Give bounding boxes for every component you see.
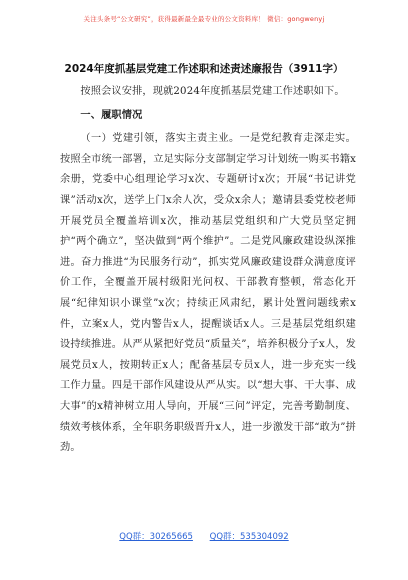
section-heading: 一、履职情况 xyxy=(80,109,143,121)
header-banner: 关注头条号“公文研究”，获得最新最全最专业的公文资料库！ 微信：gongwenyj xyxy=(83,15,325,23)
qq-group-1[interactable]: QQ群：30265665 xyxy=(119,532,193,542)
document-body xyxy=(60,82,356,459)
body-paragraph: （一）党建引领，落实主责主业。一是党纪教育走深走实。按照全市统一部署，立足实际分支部制定学习计划统一购买书籍x余册，党委中心组理论学习x次、专题研讨x次；开展“书记讲党课”活动x次，送学上门x余人次，受众x余人；邀请县委党校老师开展党员全覆盖培训x次，推动基层党组织和广大党员坚定拥护“两个确立”，坚决做到“两个维护”。二是党风廉政建设纵深推进。奋力推进“为民服务行动”，抓实党风廉政建设群众满意度评价工作，全覆盖开展村级阳光问权、干部教育整顿，常态化开展“纪律知识小课堂”x次；持续正风肃纪，累计处置问题线索x件，立案x人，党内警告x人，提醒谈话x人。三是基层党组织建设持续推进。从严从紧把好党员“质量关”，培养积极分子x人，发展党员x人，按期转正x人；配备基层专员x人，进一步充实一线工作力量。四是干部作风建设从严从实。以“想大事、干大事、成大事”的x精神树立用人导向，开展“三问”评定，完善考勤制度、绩效考核体系，全年职务职级晋升x人，进一步激发干部“敢为”拼劲。 xyxy=(60,133,356,454)
document-title: 2024年度抓基层党建工作述职和述责述廉报告（3911字） xyxy=(64,63,344,75)
footer xyxy=(0,530,408,542)
intro-paragraph: 按照会议安排，现就2024年度抓基层党建工作述职如下。 xyxy=(80,86,345,97)
qq-group-2[interactable]: QQ群：535304092 xyxy=(209,532,289,542)
